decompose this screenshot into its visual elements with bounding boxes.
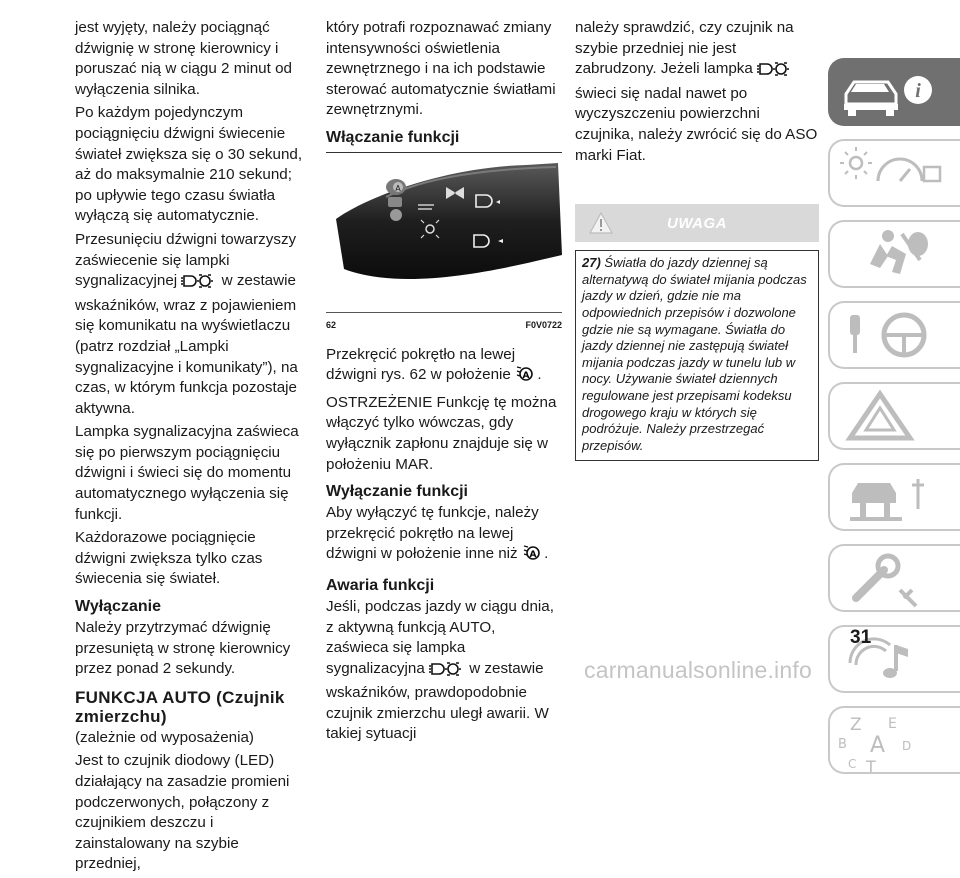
paragraph-text: .	[537, 366, 542, 384]
tab-emergency[interactable]	[828, 382, 960, 450]
svg-text:A: A	[529, 550, 537, 561]
lever-figure	[326, 157, 562, 311]
warning-box	[575, 250, 819, 461]
svg-text:A: A	[395, 183, 401, 193]
auto-position-icon	[522, 544, 540, 569]
tab-maintenance[interactable]	[828, 463, 960, 531]
alphabet-index-icon	[830, 708, 960, 774]
section-title: FUNKCJA AUTO (Czujnik zmierzchu)	[75, 687, 285, 726]
index-letter: B	[838, 737, 847, 752]
section-heading: Włączanie funkcji	[326, 128, 460, 146]
watermark: carmanualsonline.info	[584, 657, 812, 683]
paragraph: (zależnie od wyposażenia)	[75, 728, 254, 746]
tab-dashboard[interactable]	[828, 139, 960, 207]
svg-text:i: i	[915, 80, 921, 102]
tab-starting[interactable]	[828, 301, 960, 369]
paragraph: Należy przytrzymać dźwignię przesuniętą w stronę kierownicy przez ponad 2 sekundy.	[75, 619, 291, 678]
paragraph	[575, 18, 819, 166]
paragraph: Jest to czujnik diodowy (LED) działający na zasadzie promieni podczerwonych, połączony z czujnikiem deszczu i zainstalowany na szybie przedniej,	[75, 752, 290, 873]
text-column-2	[326, 18, 562, 748]
section-heading: Wyłączanie	[75, 598, 161, 616]
warning-triangle-icon	[830, 384, 960, 450]
warning-number: 27)	[582, 255, 601, 271]
key-steering-icon	[830, 303, 960, 369]
paragraph: jest wyjęty, należy pociągnąć dźwignię w stronę kierownicy i poruszać nią w ciągu 2 minut od wyłączenia silnika.	[75, 19, 292, 98]
paragraph	[326, 345, 562, 390]
auto-position-icon	[515, 365, 533, 390]
paragraph: który potrafi rozpoznawać zmiany intensywności oświetlenia zewnętrznego i na ich podstawie sterować automatycznie światłami zewnętrznymi.	[326, 19, 556, 119]
warning-title: UWAGA	[667, 215, 727, 233]
index-letter: E	[888, 716, 897, 732]
paragraph-text: Jeśli, podczas jazdy w ciągu dnia, z aktywną funkcją AUTO, zaświeca się lampka sygnalizacyjna	[326, 597, 554, 677]
paragraph: OSTRZEŻENIE Funkcję tę można włączyć tylko wówczas, gdy wyłącznik zapłonu znajduje się w położeniu MAR.	[326, 393, 557, 473]
figure-code: F0V0722	[525, 319, 562, 330]
index-letter: Z	[850, 715, 862, 735]
paragraph-text: Przesunięciu dźwigni towarzyszy zaświecenie się lampki sygnalizacyjnej	[75, 230, 297, 290]
warning-text: Światła do jazdy dziennej są alternatywą do świateł mijania podczas jazdy w dzień, gdzie nie ma odpowiednich przepisów i dozwolone gdzie nie są wymagane. Światła do jazdy dziennej nie zastępują świateł mijania podczas jazdy w tunelu lub w nocy. Używanie świateł dziennych regulowane jest przepisami kodeksu drogowego kraju w których się podróżuje. Należy przestrzegać przepisów.	[582, 255, 807, 453]
section-heading: Awaria funkcji	[326, 576, 435, 594]
tab-index[interactable]	[828, 706, 960, 774]
tab-safety[interactable]	[828, 220, 960, 288]
car-info-icon	[830, 60, 960, 126]
figure-caption	[326, 312, 562, 336]
page-number: 31	[850, 627, 872, 648]
auto-light-icon	[181, 273, 217, 296]
auto-light-icon	[429, 661, 465, 684]
paragraph: Po każdym pojedynczym pociągnięciu dźwigni świecenie świateł zwiększa się o 30 sekund, aż do maksymalnie 210 sekund; po upływie tego czasu światła wyłączą się automatycznie.	[75, 104, 303, 225]
paragraph	[326, 503, 562, 569]
paragraph: Lampka sygnalizacyjna zaświeca się po pierwszym pociągnięciu dźwigni i świeci się do momentu automatycznego wyłączenia się funkcji.	[75, 423, 299, 523]
light-lever-illustration	[326, 157, 562, 311]
paragraph-text: w zestawie wskaźników, wraz z pojawieniem się komunikatu na wyświetlaczu (patrz rozdział „Lampki sygnalizacyjne i komunikaty”), na czas, w którym funkcja pozostaje aktywna.	[75, 272, 298, 417]
airbag-seat-icon	[830, 222, 960, 288]
index-letter: T	[866, 757, 876, 774]
index-letter: C	[848, 757, 857, 771]
figure-top-rule	[326, 152, 562, 153]
text-column-3	[575, 18, 819, 461]
paragraph	[75, 230, 307, 419]
tab-car-info[interactable]	[828, 58, 960, 126]
tab-technical[interactable]	[828, 544, 960, 612]
warning-header	[575, 204, 819, 242]
figure-number: 62	[326, 319, 337, 330]
paragraph-text: w zestawie wskaźników, prawdopodobnie czujnik zmierzchu uległ awarii. W takiej sytuacji	[326, 659, 549, 743]
section-heading: Wyłączanie funkcji	[326, 483, 468, 501]
wrench-icon	[830, 546, 960, 612]
dashboard-lights-icon	[830, 141, 960, 207]
paragraph	[326, 597, 562, 745]
svg-text:A: A	[522, 371, 530, 382]
text-column-1	[75, 18, 307, 878]
index-letter: A	[870, 733, 886, 758]
paragraph-text: Przekręcić pokrętło na lewej dźwigni rys. 62 w położenie	[326, 345, 516, 384]
paragraph: Każdorazowe pociągnięcie dźwigni zwiększa tylko czas świecenia się świateł.	[75, 529, 263, 588]
paragraph-text: Aby wyłączyć tę funkcje, należy przekręcić pokrętło na lewej dźwigni w położenie inne niż	[326, 504, 539, 563]
paragraph-text: .	[544, 545, 549, 563]
car-lift-icon	[830, 465, 960, 531]
chapter-tabs	[828, 58, 960, 787]
paragraph-text: należy sprawdzić, czy czujnik na szybie przedniej nie jest zabrudzony. Jeżeli lampka	[575, 19, 794, 78]
auto-light-icon	[757, 61, 793, 84]
index-letter: D	[902, 739, 912, 753]
paragraph-text: świeci się nadal nawet po wyczyszczeniu powierzchni czujnika, należy zwrócić się do ASO marki Fiat.	[575, 84, 818, 164]
